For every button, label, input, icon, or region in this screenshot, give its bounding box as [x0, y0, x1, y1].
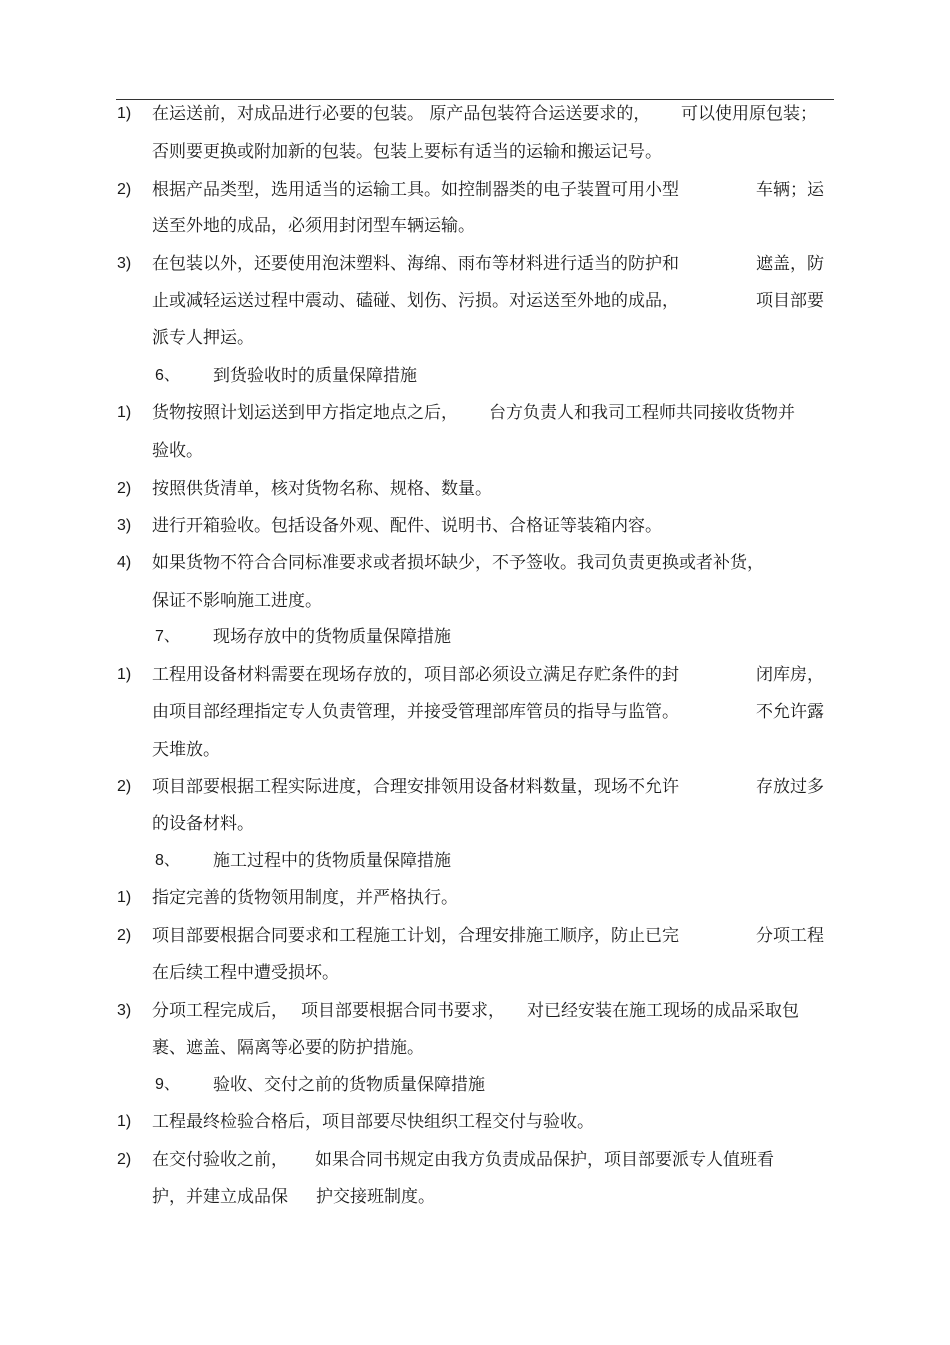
item-text: 止或减轻运送过程中震动、磕碰、划伤、污损。对运送至外地的成品，	[152, 291, 679, 311]
item-text: 分项工程	[756, 926, 824, 946]
item-number: 1)	[117, 404, 132, 421]
item-number: 2)	[117, 1151, 132, 1168]
section-number: 7、	[155, 628, 180, 645]
item-text: 派专人押运。	[152, 328, 254, 348]
item-text: 项目部要根据工程实际进度，合理安排领用设备材料数量，现场不允许	[152, 777, 679, 797]
item-text: 可以使用原包装；	[681, 104, 817, 124]
item-text: 验收。	[152, 441, 203, 461]
item-text: 车辆；运	[756, 180, 824, 200]
item-text: 如果合同书规定由我方负责成品保护，项目部要派专人值班看	[315, 1150, 774, 1170]
item-text: 项目部要根据合同书要求，	[301, 1001, 505, 1021]
item-text: 送至外地的成品，必须用封闭型车辆运输。	[152, 216, 475, 236]
section-title: 到货验收时的质量保障措施	[213, 366, 417, 386]
item-text: 工程最终检验合格后，项目部要尽快组织工程交付与验收。	[152, 1112, 594, 1132]
item-number: 2)	[117, 480, 132, 497]
item-text: 天堆放。	[152, 740, 220, 760]
item-text: 在后续工程中遭受损坏。	[152, 963, 339, 983]
item-number: 4)	[117, 554, 132, 571]
item-text: 保证不影响施工进度。	[152, 591, 322, 611]
section-title: 验收、交付之前的货物质量保障措施	[213, 1075, 485, 1095]
item-text: 根据产品类型，选用适当的运输工具。如控制器类的电子装置可用小型	[152, 180, 679, 200]
item-text: 进行开箱验收。包括设备外观、配件、说明书、合格证等装箱内容。	[152, 516, 662, 536]
item-text: 货物按照计划运送到甲方指定地点之后，	[152, 403, 458, 423]
item-text: 在交付验收之前，	[152, 1150, 288, 1170]
item-text: 按照供货清单，核对货物名称、规格、数量。	[152, 479, 492, 499]
section-title: 施工过程中的货物质量保障措施	[213, 851, 451, 871]
item-number: 1)	[117, 666, 132, 683]
item-number: 3)	[117, 517, 132, 534]
item-text: 项目部要	[756, 291, 824, 311]
item-text: 的设备材料。	[152, 814, 254, 834]
item-number: 2)	[117, 927, 132, 944]
item-text: 台方负责人和我司工程师共同接收货物并	[489, 403, 795, 423]
item-number: 3)	[117, 255, 132, 272]
item-text: 裹、遮盖、隔离等必要的防护措施。	[152, 1038, 424, 1058]
item-text: 闭库房，	[756, 665, 824, 685]
section-title: 现场存放中的货物质量保障措施	[213, 627, 451, 647]
item-text: 工程用设备材料需要在现场存放的，项目部必须设立满足存贮条件的封	[152, 665, 679, 685]
item-text: 由项目部经理指定专人负责管理，并接受管理部库管员的指导与监管。	[152, 702, 679, 722]
item-number: 1)	[117, 105, 132, 122]
item-text: 分项工程完成后，	[152, 1001, 288, 1021]
item-text: 在包装以外，还要使用泡沫塑料、海绵、雨布等材料进行适当的防护和	[152, 254, 679, 274]
item-number: 2)	[117, 778, 132, 795]
item-text: 否则要更换或附加新的包装。包装上要标有适当的运输和搬运记号。	[152, 142, 662, 162]
section-number: 9、	[155, 1076, 180, 1093]
header-rule	[116, 99, 834, 100]
item-number: 1)	[117, 889, 132, 906]
item-text: 不允许露	[756, 702, 824, 722]
section-number: 8、	[155, 852, 180, 869]
section-number: 6、	[155, 367, 180, 384]
item-text: 对已经安装在施工现场的成品采取包	[527, 1001, 799, 1021]
item-text: 项目部要根据合同要求和工程施工计划，合理安排施工顺序，防止已完	[152, 926, 679, 946]
item-text: 遮盖，防	[756, 254, 824, 274]
item-number: 2)	[117, 181, 132, 198]
item-text: 护交接班制度。	[316, 1187, 435, 1207]
item-text: 存放过多	[756, 777, 824, 797]
item-text: 如果货物不符合合同标准要求或者损坏缺少，不予签收。我司负责更换或者补货，	[152, 553, 764, 573]
item-number: 3)	[117, 1002, 132, 1019]
item-number: 1)	[117, 1113, 132, 1130]
item-text: 指定完善的货物领用制度，并严格执行。	[152, 888, 458, 908]
item-text: 在运送前，对成品进行必要的包装。 原产品包装符合运送要求的，	[152, 104, 651, 124]
item-text: 护，并建立成品保	[152, 1187, 288, 1207]
